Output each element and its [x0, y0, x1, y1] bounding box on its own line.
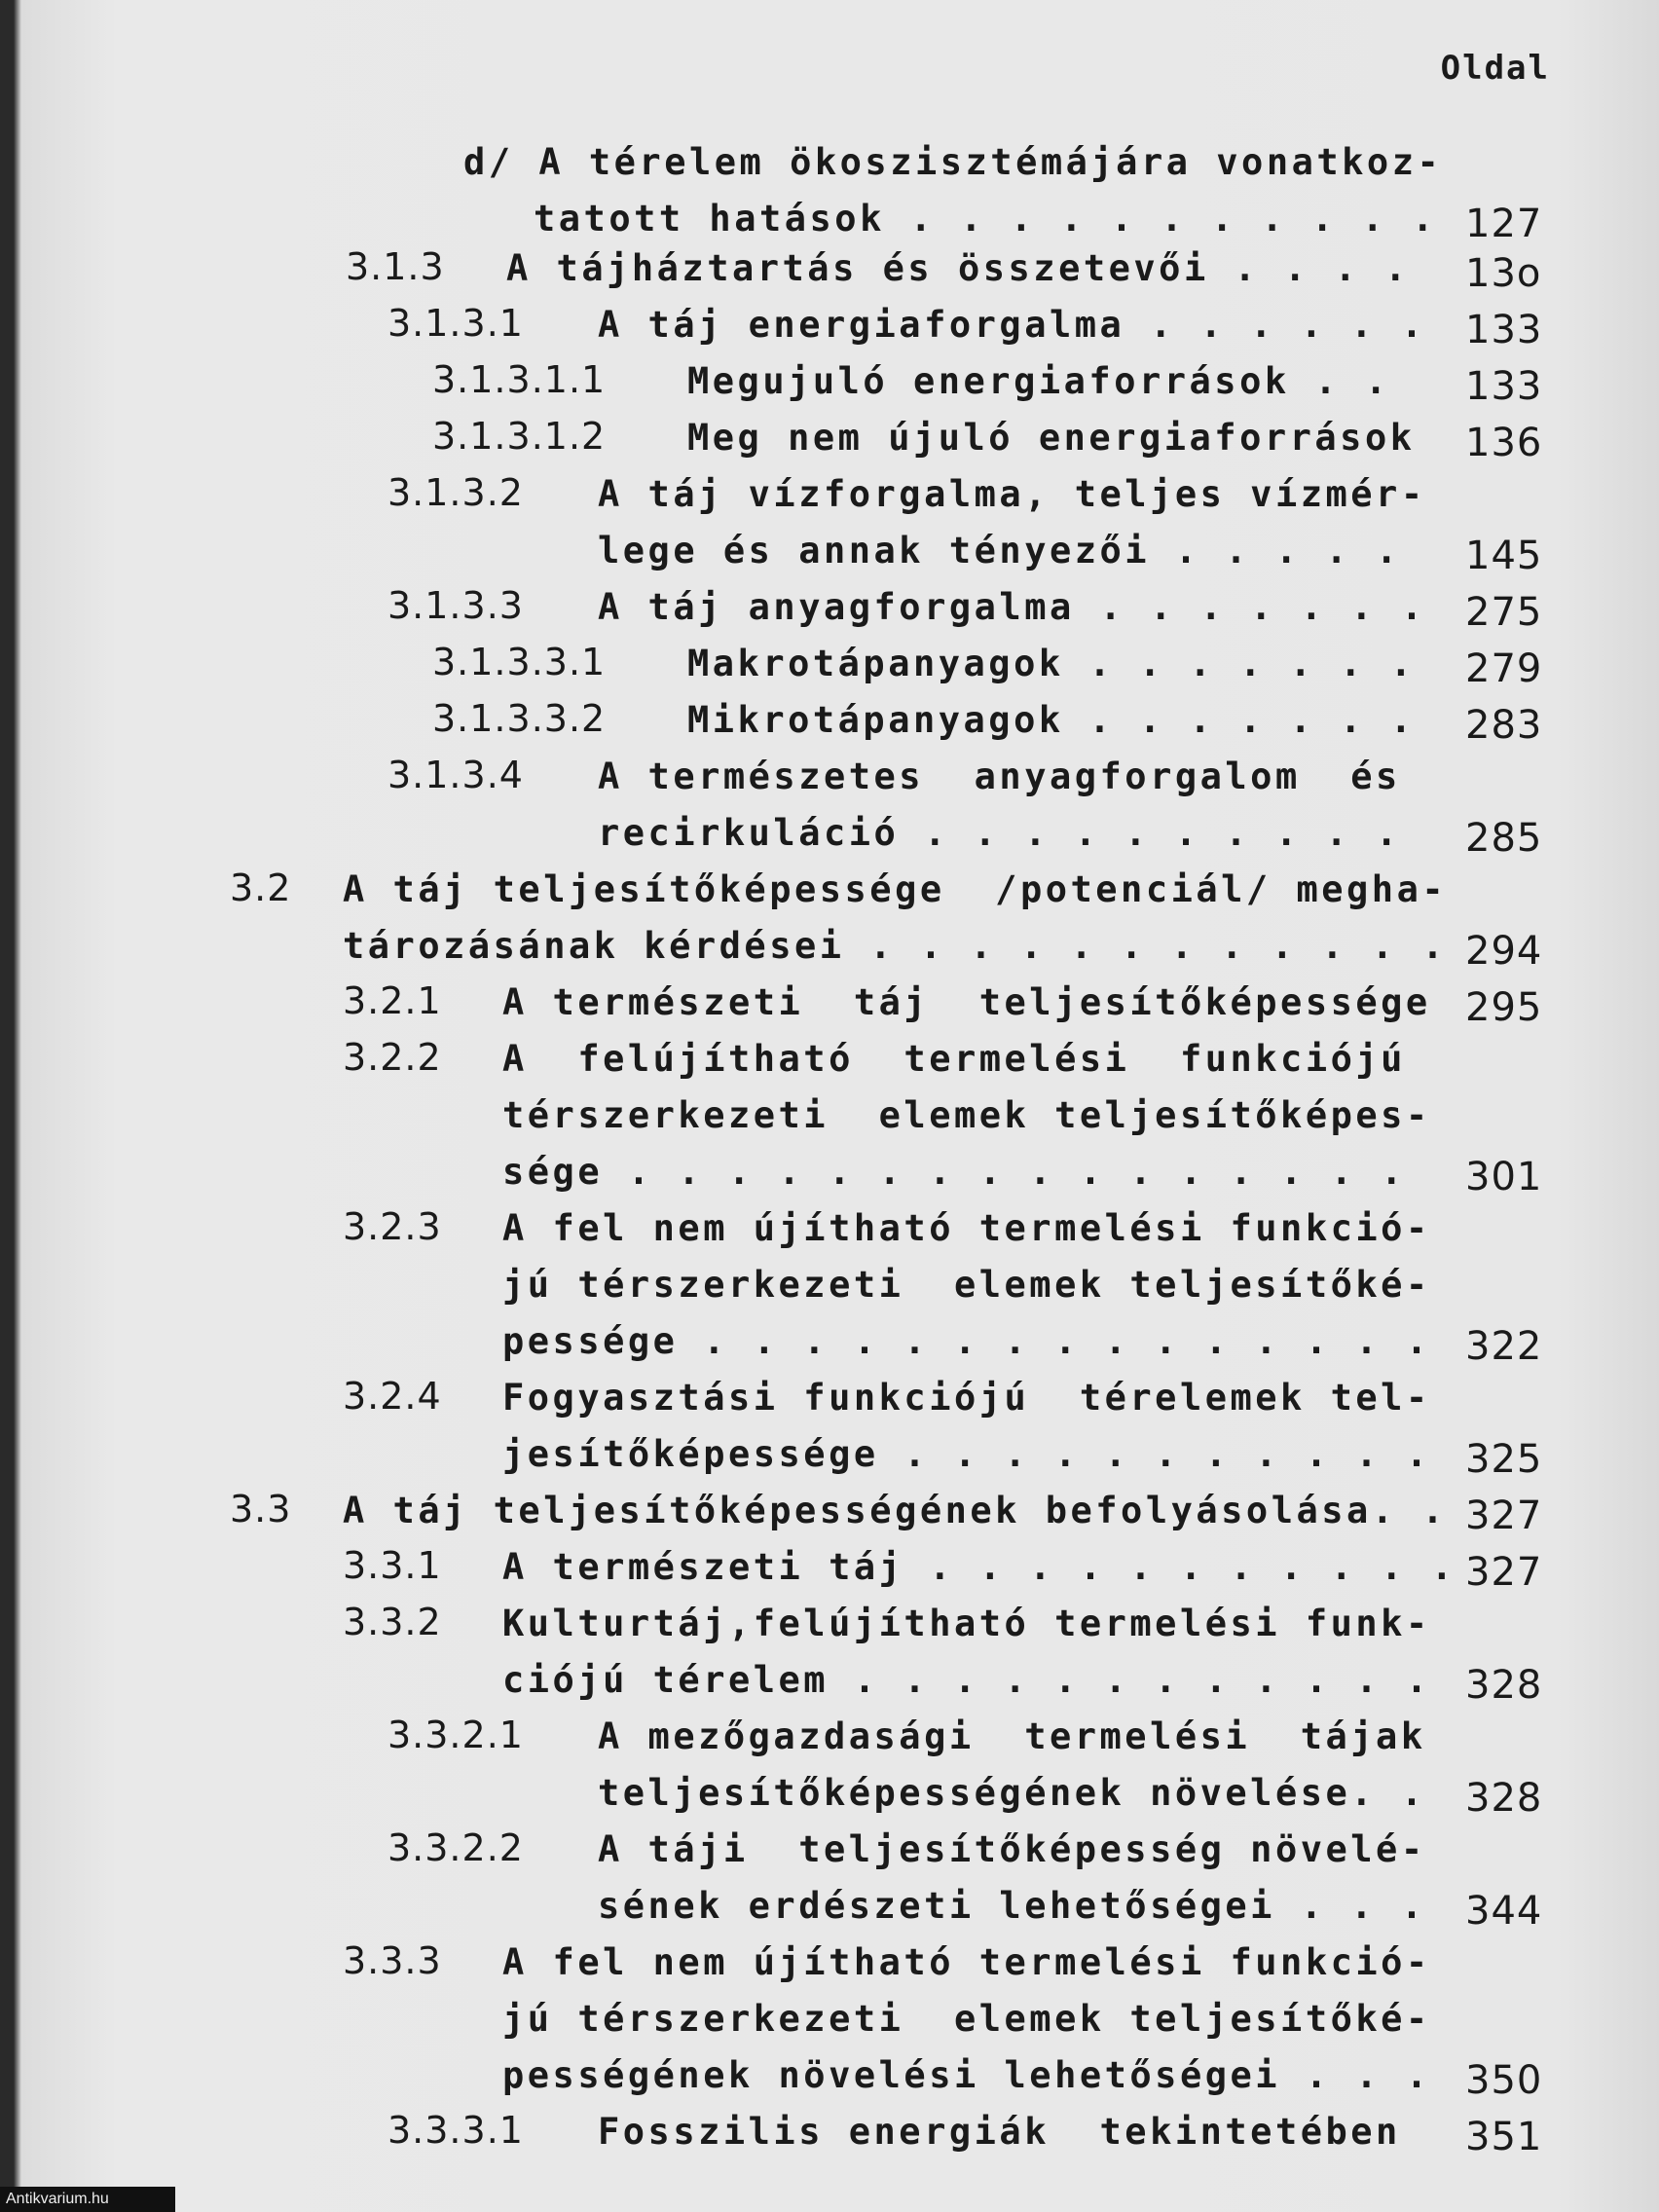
toc-page-number: 127 [1465, 202, 1543, 246]
toc-page-number: 327 [1465, 1493, 1543, 1538]
toc-section-number: 3.1.3.1.2 [432, 415, 607, 458]
toc-page-number: 301 [1465, 1155, 1543, 1199]
toc-entry-line: Mikrotápanyagok . . . . . . . [687, 699, 1416, 741]
toc-page-number: 350 [1465, 2058, 1543, 2103]
toc-entry-line: jú térszerkezeti elemek teljesítőké- [502, 1264, 1431, 1306]
toc-page-number: 145 [1465, 534, 1543, 578]
toc-entry-line: A táj energiaforgalma . . . . . . [598, 304, 1426, 346]
toc-entry-line: A tájháztartás és összetevői . . . . [506, 247, 1410, 289]
toc-page-number: 322 [1465, 1324, 1543, 1369]
toc-entry-line: Fosszilis energiák tekintetében [598, 2111, 1401, 2153]
toc-entry-line: Megujuló energiaforrások . . [687, 360, 1390, 402]
toc-entry-line: Meg nem újuló energiaforrások [687, 417, 1416, 459]
toc-section-number: 3.1.3.2 [387, 471, 524, 514]
toc-section-number: 3.3.3 [343, 1939, 442, 1982]
toc-page-number: 136 [1465, 421, 1543, 465]
toc-page-number: 279 [1465, 646, 1543, 691]
toc-section-number: 3.3.2 [343, 1601, 442, 1643]
toc-page-number: 133 [1465, 364, 1543, 409]
toc-entry-line: A felújítható termelési funkciójú [502, 1038, 1406, 1080]
toc-page-number: 13o [1465, 251, 1542, 296]
toc-entry-line: tatott hatások . . . . . . . . . . . [534, 198, 1437, 240]
toc-entry-line: A táj teljesítőképessége /potenciál/ megha- [343, 868, 1448, 910]
toc-page-number: 328 [1465, 1776, 1543, 1821]
toc-section-number: 3.3 [230, 1488, 292, 1530]
toc-entry-line: Makrotápanyagok . . . . . . . [687, 643, 1416, 684]
toc-section-number: 3.2 [230, 866, 292, 909]
toc-entry-line: sége . . . . . . . . . . . . . . . . [502, 1151, 1406, 1193]
toc-entry-line: d/ A térelem ökoszisztémájára vonatkoz- [463, 141, 1443, 183]
toc-page-number: 344 [1465, 1889, 1543, 1934]
toc-entry-line: jesítőképessége . . . . . . . . . . . [502, 1433, 1431, 1475]
watermark-footer: Antikvarium.hu [0, 2187, 175, 2212]
toc-entry-line: A fel nem újítható termelési funkció- [502, 1941, 1431, 1983]
toc-section-number: 3.2.3 [343, 1205, 442, 1248]
toc-section-number: 3.3.2.2 [387, 1826, 524, 1869]
toc-section-number: 3.3.2.1 [387, 1714, 524, 1756]
toc-entry-line: Fogyasztási funkciójú térelemek tel- [502, 1377, 1431, 1419]
toc-entry-line: A táji teljesítőképesség növelé- [598, 1828, 1426, 1870]
toc-entry-line: A természeti táj teljesítőképessége [502, 981, 1431, 1023]
toc-entry-line: A természetes anyagforgalom és [598, 756, 1401, 797]
toc-section-number: 3.1.3.3 [387, 584, 524, 627]
toc-page-number: 328 [1465, 1663, 1543, 1708]
toc-section-number: 3.1.3 [346, 245, 445, 288]
toc-page-number: 133 [1465, 308, 1543, 352]
toc-page-number: 327 [1465, 1550, 1543, 1595]
toc-entry-line: ciójú térelem . . . . . . . . . . . . [502, 1659, 1431, 1701]
toc-entry-line: sének erdészeti lehetőségei . . . [598, 1885, 1426, 1927]
toc-entry-line: A táj anyagforgalma . . . . . . . [598, 586, 1426, 628]
toc-section-number: 3.1.3.1.1 [432, 358, 607, 401]
toc-entry-line: lege és annak tényezői . . . . . [598, 530, 1401, 571]
toc-entry-line: A táj teljesítőképességének befolyásolása. . [343, 1490, 1448, 1531]
toc-section-number: 3.2.1 [343, 979, 442, 1022]
toc-entry-line: teljesítőképességének növelése. . [598, 1772, 1426, 1814]
toc-section-number: 3.1.3.1 [387, 302, 524, 345]
toc-entry-line: A táj vízforgalma, teljes vízmér- [598, 473, 1426, 515]
toc-page-number: 295 [1465, 985, 1543, 1030]
toc-page-number: 294 [1465, 929, 1543, 974]
toc-entry-line: pességének növelési lehetőségei . . . [502, 2054, 1431, 2096]
toc-entry-line: Kulturtáj,felújítható termelési funk- [502, 1603, 1431, 1644]
toc-page-number: 283 [1465, 703, 1543, 748]
page-column-header: Oldal [1440, 49, 1550, 88]
toc-section-number: 3.2.2 [343, 1036, 442, 1079]
toc-page-number: 351 [1465, 2115, 1543, 2159]
toc-section-number: 3.3.1 [343, 1544, 442, 1587]
toc-entry-line: pessége . . . . . . . . . . . . . . . [502, 1320, 1431, 1362]
toc-entry-line: A természeti táj . . . . . . . . . . . [502, 1546, 1456, 1588]
toc-entry-line: tározásának kérdései . . . . . . . . . . . . [343, 925, 1448, 967]
toc-entry-line: A mezőgazdasági termelési tájak [598, 1715, 1426, 1757]
toc-entry-line: jú térszerkezeti elemek teljesítőké- [502, 1998, 1431, 2040]
toc-section-number: 3.2.4 [343, 1375, 442, 1418]
toc-entry-line: recirkuláció . . . . . . . . . . [598, 812, 1401, 854]
toc-section-number: 3.3.3.1 [387, 2109, 524, 2152]
toc-entry-line: térszerkezeti elemek teljesítőképes- [502, 1094, 1431, 1136]
toc-page-number: 325 [1465, 1437, 1543, 1482]
toc-entry-line: A fel nem újítható termelési funkció- [502, 1207, 1431, 1249]
toc-page-number: 285 [1465, 816, 1543, 861]
toc-section-number: 3.1.3.4 [387, 754, 524, 796]
toc-section-number: 3.1.3.3.2 [432, 697, 607, 740]
toc-page-number: 275 [1465, 590, 1543, 635]
toc-section-number: 3.1.3.3.1 [432, 641, 607, 683]
